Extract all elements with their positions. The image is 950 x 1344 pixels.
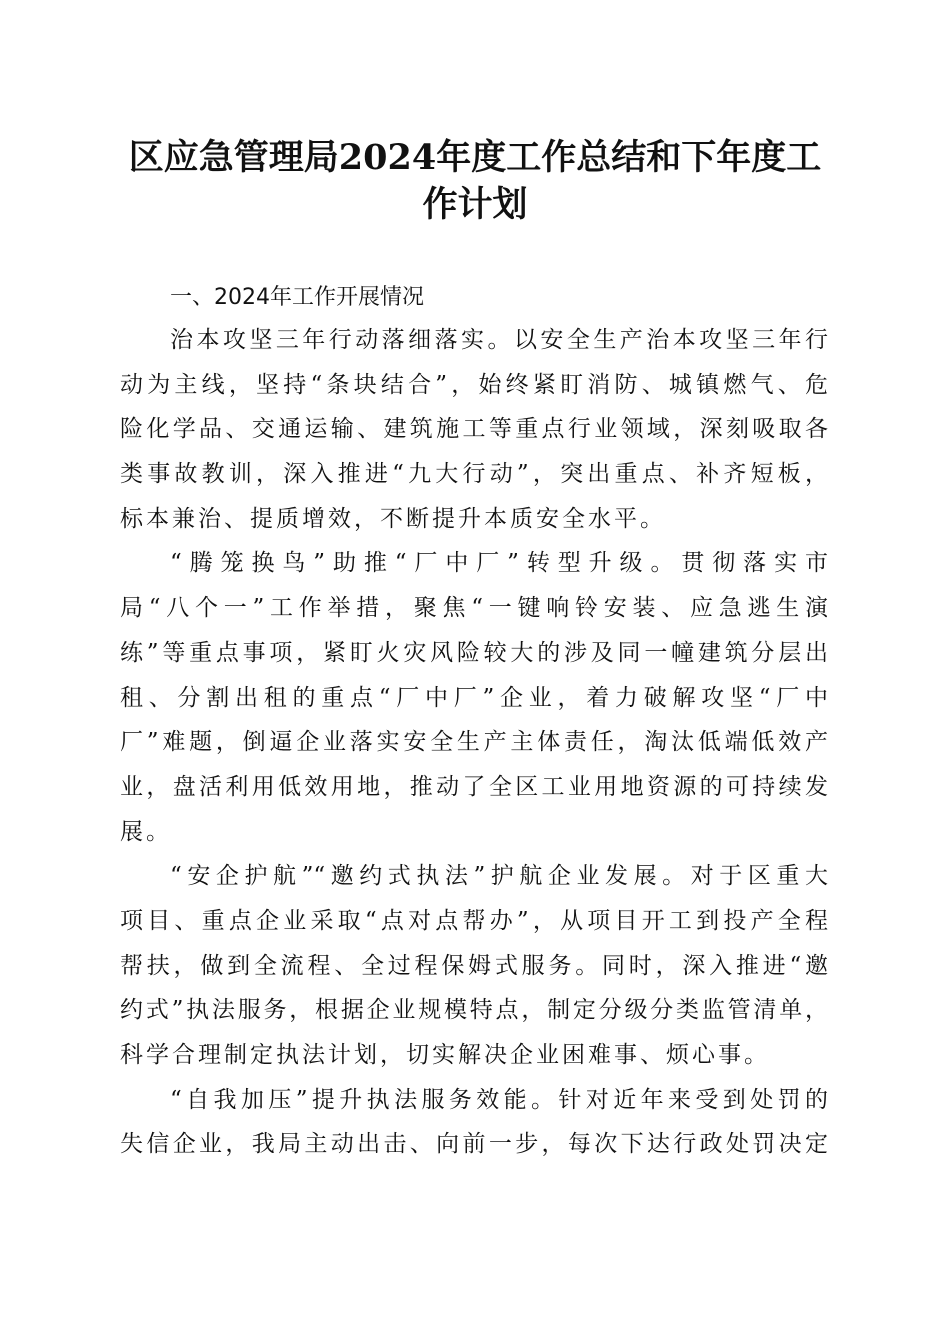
text-line: 标本兼治、提质增效，不断提升本质安全水平。 bbox=[120, 505, 666, 532]
text-line: “腾笼换鸟”助推“厂中厂”转型升级。贯彻落实市 bbox=[170, 550, 828, 577]
text-line: 练”等重点事项，紧盯火灾风险较大的涉及同一幢建筑分层出 bbox=[120, 639, 828, 666]
text-line: 业，盘活利用低效用地，推动了全区工业用地资源的可持续发 bbox=[120, 773, 828, 800]
section-heading: 一、2024年工作开展情况 bbox=[170, 285, 424, 310]
text-line: 帮扶，做到全流程、全过程保姆式服务。同时，深入推进“邀 bbox=[120, 952, 828, 979]
document-title bbox=[100, 134, 850, 228]
text-line: 失信企业，我局主动出击、向前一步，每次下达行政处罚决定 bbox=[120, 1131, 828, 1158]
title-line: 作计划 bbox=[422, 184, 528, 225]
text-line: 科学合理制定执法计划，切实解决企业困难事、烦心事。 bbox=[120, 1042, 770, 1068]
text-line: 类事故教训，深入推进“九大行动”，突出重点、补齐短板， bbox=[120, 461, 828, 488]
text-line: 约式”执法服务，根据企业规模特点，制定分级分类监管清单， bbox=[120, 997, 828, 1024]
text-line: 局“八个一”工作举措，聚焦“一键响铃安装、应急逃生演 bbox=[120, 595, 828, 622]
title-line: 区应急管理局2024年度工作总结和下年度工 bbox=[128, 137, 822, 178]
text-line: 厂”难题，倒逼企业落实安全生产主体责任，淘汰低端低效产 bbox=[120, 729, 828, 756]
paragraph bbox=[120, 541, 828, 854]
text-line: 治本攻坚三年行动落细落实。以安全生产治本攻坚三年行 bbox=[170, 327, 828, 353]
text-line: “自我加压”提升执法服务效能。针对近年来受到处罚的 bbox=[170, 1086, 828, 1113]
paragraph bbox=[120, 854, 828, 1077]
text-line: 险化学品、交通运输、建筑施工等重点行业领域，深刻吸取各 bbox=[120, 416, 828, 443]
text-line: 租、分割出租的重点“厂中厂”企业，着力破解攻坚“厂中 bbox=[120, 684, 828, 711]
paragraph bbox=[120, 318, 828, 541]
text-line: 动为主线，坚持“条块结合”，始终紧盯消防、城镇燃气、危 bbox=[120, 371, 828, 398]
text-line: 展。 bbox=[120, 818, 172, 845]
text-line: 项目、重点企业采取“点对点帮办”，从项目开工到投产全程 bbox=[120, 907, 828, 934]
text-line: “安企护航”“邀约式执法”护航企业发展。对于区重大 bbox=[170, 863, 828, 890]
paragraph bbox=[120, 1078, 828, 1167]
document-body bbox=[120, 318, 828, 1167]
